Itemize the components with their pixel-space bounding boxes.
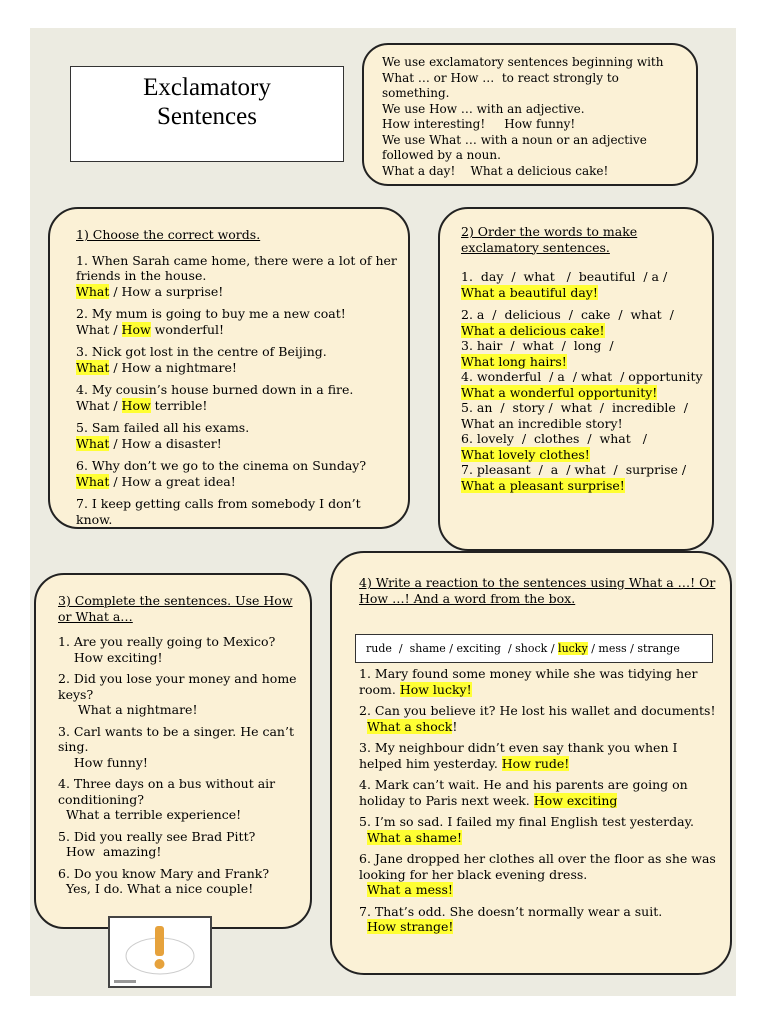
exercise-1-heading: 1) Choose the correct words. [76, 227, 261, 242]
answer-text: What a wonderful opportunity! [461, 384, 658, 400]
answer-text: What a pleasant surprise! [461, 477, 625, 493]
question-line: 3. My neighbour didn’t even say thank you when I [359, 740, 678, 755]
question-line: 6. Do you know Mary and Frank? [58, 865, 270, 881]
answer-suffix: terrible! [150, 397, 208, 413]
question-line: 7. I keep getting calls from somebody I don’t [76, 496, 361, 511]
answer-line [76, 474, 408, 490]
answer-line: Yes, I do. What a nice couple! [58, 881, 254, 896]
answer-line [461, 447, 712, 463]
question-line: keys? [58, 686, 94, 702]
question-line: friends in the house. [76, 268, 207, 283]
highlighted-answer: What a mess! [367, 882, 453, 897]
exercise-4-heading: 4) Write a reaction to the sentences using What a …! Or [359, 575, 716, 590]
question-line: 5. I’m so sad. I failed my final English test yesterday. [359, 814, 694, 829]
answer-line [359, 882, 730, 898]
question-line: 2. a / delicious / cake / what / [461, 307, 674, 322]
word-box: rude / shame / exciting / shock / lucky / mess / strange [355, 634, 713, 663]
exclamation-icon [110, 918, 210, 986]
question-line: 2. Can you believe it? He lost his wallet and documents! [359, 703, 716, 718]
answer-line [461, 416, 712, 432]
highlighted-answer: How [121, 321, 151, 337]
answer-line: How funny! [58, 754, 148, 770]
answer-text: What long hairs! [461, 353, 567, 369]
highlighted-answer: How lucky! [399, 681, 472, 697]
question-line: 5. Sam failed all his exams. [76, 420, 250, 435]
question-line [359, 793, 730, 809]
answer-text: What lovely clothes! [461, 446, 590, 462]
intro-line: We use What … with a noun or an adjective [382, 132, 647, 147]
question-line: 3. Nick got lost in the centre of Beijing. [76, 344, 327, 359]
question-line: conditioning? [58, 791, 144, 807]
question-line: 5. Did you really see Brad Pitt? [58, 828, 256, 844]
answer-line: How exciting! [58, 649, 163, 665]
exercise-4-heading: How …! And a word from the box. [359, 590, 576, 606]
question-line [359, 756, 730, 772]
exercise-2-heading: exclamatory sentences. [461, 239, 610, 255]
question-line: 2. My mum is going to buy me a new coat! [76, 306, 346, 321]
question-line: 4. wonderful / a / what / opportunity [461, 369, 703, 384]
answer-tail: ! [452, 718, 458, 734]
question-line: 4. Mark can’t wait. He and his parents are going on [359, 777, 688, 792]
highlighted-answer: How strange! [367, 919, 454, 934]
answer-prefix: What / [76, 397, 122, 413]
answer-line [76, 398, 408, 414]
question-line: sing. [58, 739, 89, 754]
highlighted-answer: What [76, 435, 110, 451]
answer-text: What a delicious cake! [461, 322, 605, 338]
intro-line: followed by a noun. [382, 148, 501, 162]
question-line: 1. Are you really going to Mexico? [58, 634, 276, 649]
highlighted-answer: How exciting [533, 792, 618, 808]
exercise-3-heading: or What a… [58, 608, 133, 624]
intro-line: What … or How … to react strongly to [382, 70, 619, 85]
question-line: 4. Three days on a bus without air [58, 776, 276, 791]
question-line: 3. hair / what / long / [461, 338, 614, 353]
question-line: know. [76, 511, 113, 527]
question-line: 5. an / story / what / incredible / [461, 400, 688, 415]
question-line [359, 682, 730, 698]
question-line: 1. When Sarah came home, there were a lot of her [76, 252, 397, 268]
answer-suffix: / How a disaster! [109, 435, 222, 451]
highlighted-answer: What a shame! [367, 829, 462, 845]
answer-suffix: / How a great idea! [109, 473, 236, 489]
highlighted-answer: What a shock [367, 718, 453, 734]
answer-line [76, 284, 408, 300]
highlighted-answer: How rude! [501, 755, 570, 771]
title-line-2: Sentences [157, 103, 257, 130]
answer-line [76, 436, 408, 452]
answer-line [359, 830, 730, 846]
question-line: 1. day / what / beautiful / a / [461, 269, 668, 284]
title-line-1: Exclamatory [143, 74, 271, 101]
answer-line: How amazing! [58, 844, 162, 859]
answer-line [76, 322, 408, 338]
answer-line [461, 285, 712, 301]
answer-line [461, 354, 712, 370]
question-line: 4. My cousin’s house burned down in a fire. [76, 382, 354, 397]
intro-box [362, 43, 698, 186]
highlighted-answer: How [121, 397, 151, 413]
question-line: 1. Mary found some money while she was tidying her [359, 666, 698, 681]
question-line: 7. That’s odd. She doesn’t normally wear a suit. [359, 903, 663, 919]
intro-line: We use exclamatory sentences beginning with [382, 55, 664, 69]
answer-prefix: What / [76, 321, 122, 337]
page-title [70, 66, 344, 162]
highlighted-answer: What [76, 359, 110, 375]
answer-line: What a terrible experience! [58, 807, 242, 822]
exercise-4-box [330, 551, 732, 975]
answer-line [461, 385, 712, 401]
exercise-3-box [34, 573, 312, 929]
question-line: 3. Carl wants to be a singer. He can’t [58, 723, 294, 739]
answer-suffix: / How a nightmare! [109, 359, 237, 375]
question-line: 7. pleasant / a / what / surprise / [461, 462, 687, 477]
answer-suffix: / How a surprise! [109, 283, 224, 299]
highlighted-answer: What [76, 283, 110, 299]
question-line: 6. Why don’t we go to the cinema on Sunday? [76, 458, 367, 473]
intro-line: We use How … with an adjective. [382, 101, 585, 116]
answer-line [461, 323, 712, 339]
question-text: room. [359, 681, 400, 697]
highlighted-answer: What [76, 473, 110, 489]
exercise-1-box [48, 207, 410, 529]
question-line: 6. Jane dropped her clothes all over the floor as she was [359, 851, 716, 866]
answer-line: What a nightmare! [58, 702, 198, 717]
exercise-2-box [438, 207, 714, 551]
intro-line: something. [382, 86, 450, 100]
answer-line [76, 360, 408, 376]
answer-line [461, 478, 712, 494]
answer-text: What an incredible story! [461, 415, 623, 431]
intro-line: What a day! What a delicious cake! [382, 163, 609, 178]
answer-line [359, 919, 730, 935]
exercise-3-heading: 3) Complete the sentences. Use How [58, 593, 293, 608]
question-text: helped him yesterday. [359, 755, 502, 771]
question-text: holiday to Paris next week. [359, 792, 534, 808]
exclamation-illustration [108, 916, 212, 988]
answer-text: What a beautiful day! [461, 284, 598, 300]
answer-line [359, 719, 730, 735]
intro-line: How interesting! How funny! [382, 117, 576, 131]
answer-suffix: wonderful! [150, 321, 225, 337]
question-line: 2. Did you lose your money and home [58, 671, 297, 686]
question-line: looking for her black evening dress. [359, 866, 588, 882]
exercise-2-heading: 2) Order the words to make [461, 224, 638, 239]
question-line: 6. lovely / clothes / what / [461, 431, 647, 446]
